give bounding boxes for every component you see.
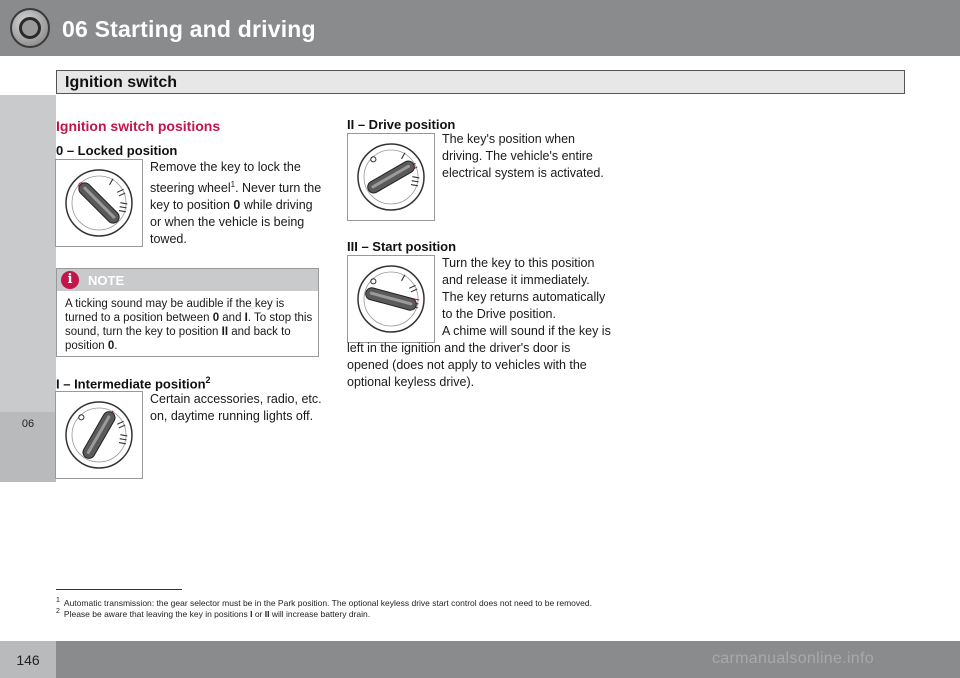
chapter-title: 06 Starting and driving <box>62 16 316 42</box>
main-heading: Ignition switch positions <box>56 118 221 134</box>
section-title: Ignition switch <box>65 74 177 91</box>
note-header <box>57 269 318 291</box>
footnote-1: $^1$ Automatic transmission: the gear selector must be in the Park position. The optional keyless drive start control does not need to be removed. <box>56 597 592 608</box>
ignition-figure-1 <box>55 391 143 479</box>
page-number: 146 <box>16 652 40 668</box>
pos2-text: The key's position when driving. The vehicle's entire electrical system is activated. <box>442 132 604 180</box>
info-icon: i <box>61 271 79 289</box>
pos0-text: Remove the key to lock the steering wheel$^1$. Never turn the key to position 0 while driving or when the vehicle is being towed. <box>150 160 322 247</box>
note-box <box>56 268 319 357</box>
pos3-text-2: A chime will sound if the key is left in the ignition and the driver's door is opened (does not apply to vehicles with the optional keyless drive). <box>347 324 611 389</box>
pos3-title: III – Start position <box>347 239 457 254</box>
pos2-title: II – Drive position <box>347 117 456 132</box>
pos1-title: I – Intermediate position$^2$ <box>56 375 211 392</box>
footnote-rule <box>56 589 182 590</box>
steering-wheel-icon <box>10 8 50 48</box>
pos1-text: Certain accessories, radio, etc. on, daytime running lights off. <box>150 392 322 423</box>
ignition-figure-2 <box>347 133 435 221</box>
note-text: A ticking sound may be audible if the key is turned to a position between 0 and I. To stop this sound, turn the key to position II and back to position 0. <box>65 298 313 352</box>
chapter-tab-number: 06 <box>21 418 35 430</box>
footnote-2: $^2$ Please be aware that leaving the key in positions I or II will increase battery drain. <box>56 608 371 619</box>
pos0-title: 0 – Locked position <box>56 143 178 158</box>
section-bar <box>56 70 905 94</box>
pos3-text-1: Turn the key to this position and release it immediately. The key returns automatically to the Drive position. <box>442 256 606 321</box>
ignition-figure-0 <box>55 159 143 247</box>
watermark: carmanualsonline.info <box>712 650 874 667</box>
note-label: NOTE <box>88 273 125 288</box>
